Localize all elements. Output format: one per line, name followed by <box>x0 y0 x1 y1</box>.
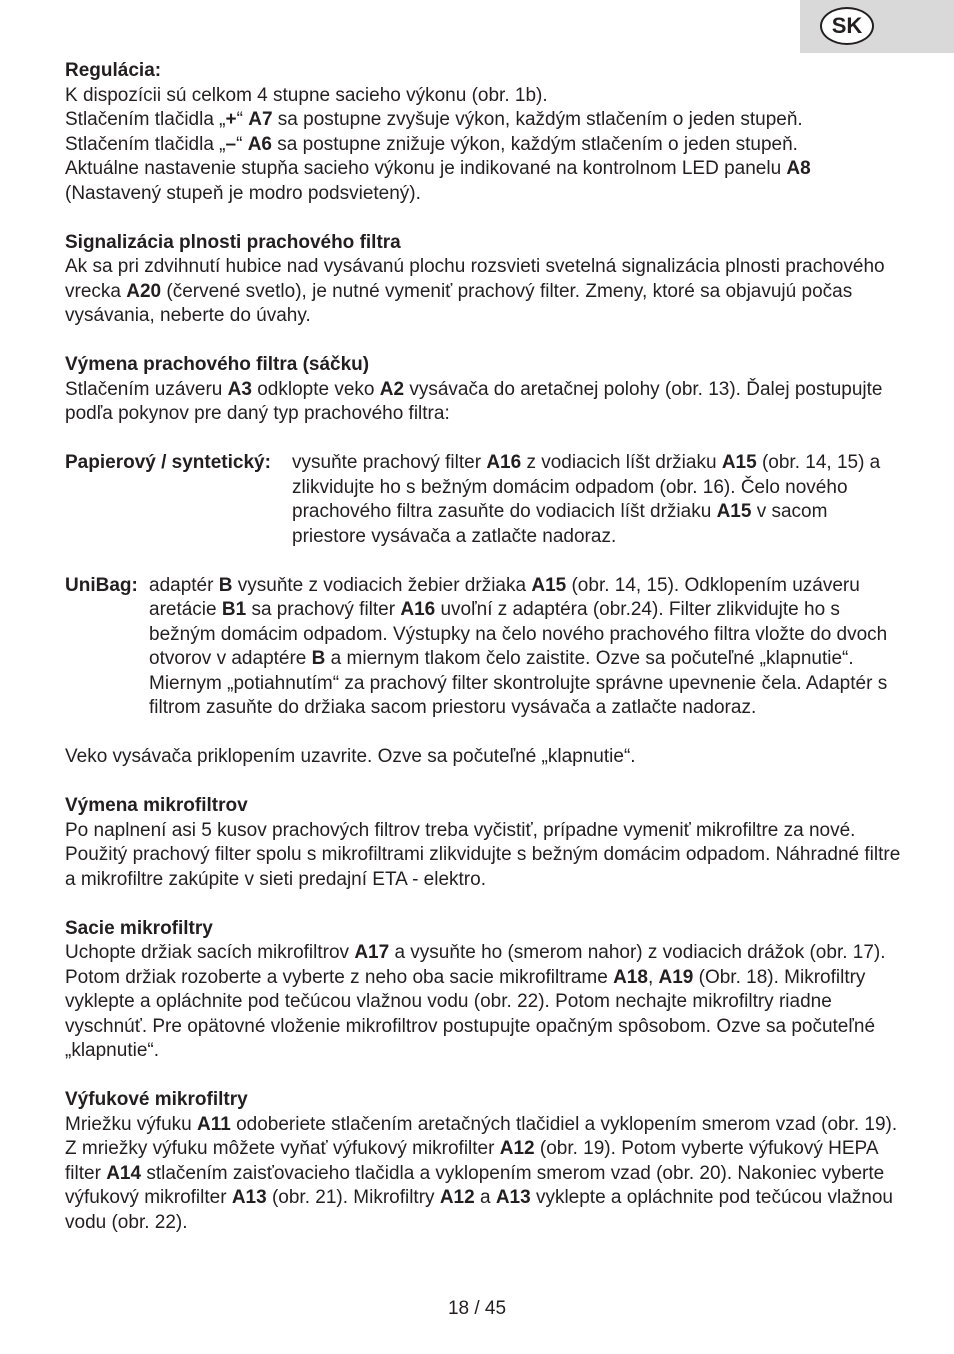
regulacia-line-5: (Nastavený stupeň je modro podsvietený). <box>65 182 421 204</box>
signalizacia-text: Ak sa pri zdvihnutí hubice nad vysávanú plochu rozsvieti svetelná signalizácia plnosti prachového vrecka A20 (červené svetlo), je nutné vymeniť prachový filter. Zmeny, ktoré sa objavujú počas vysávania, neberte do úvahy. <box>65 256 885 326</box>
regulacia-line-3: Stlačením tlačidla „–“ A6 sa postupne znižuje výkon, každým stlačením o jeden stupeň. <box>65 133 798 155</box>
heading-vyfukove: Výfukové mikrofiltry <box>65 1089 248 1110</box>
page-content <box>65 59 905 1235</box>
page-number: 18 / 45 <box>447 1298 507 1319</box>
section-regulacia <box>65 59 905 206</box>
paper-text: vysuňte prachový filter A16 z vodiacich líšt držiaku A15 (obr. 14, 15) a zlikvidujte ho s bežným domácim odpadom (obr. 16). Čelo nového prachového filtra zasuňte do vodiacich líšt držiaku A15 v sacom priestore vysávača a zatlačte nadoraz. <box>292 452 881 547</box>
heading-sacie: Sacie mikrofiltry <box>65 917 213 939</box>
unibag-label: UniBag: <box>65 574 138 596</box>
section-signalizacia <box>65 231 905 329</box>
language-code: SK <box>831 13 863 38</box>
section-vyfukove <box>65 1088 905 1235</box>
filter-type-paper <box>65 451 905 549</box>
language-badge <box>820 7 874 45</box>
veko-text: Veko vysávača priklopením uzavrite. Ozve sa počuteľné „klapnutie“. <box>65 746 636 767</box>
vymena-filtra-text: Stlačením uzáveru A3 odklopte veko A2 vysávača do aretačnej polohy (obr. 13). Ďalej postupujte podľa pokynov pre daný typ prachového filtra: <box>65 378 883 424</box>
heading-regulacia: Regulácia: <box>65 60 162 81</box>
mikrofiltre-text: Po naplnení asi 5 kusov prachových filtrov treba vyčistiť, prípadne vymeniť mikrofiltre za nové. Použitý prachový filter spolu s mikrofiltrami zlikvidujte s bežným domácim odpadom. Náhradné filtre a mikrofiltre zakúpite v sieti predajní ETA - elektro. <box>65 819 901 890</box>
vyfukove-text: Mriežku výfuku A11 odoberiete stlačením aretačných tlačidiel a vyklopením smerom vzad (obr. 19). Z mriežky výfuku môžete vyňať výfukový mikrofilter A12 (obr. 19). Potom vyberte výfukový HEPA filter A14 stlačením zaisťovacieho tlačidla a vyklopením smerom vzad (obr. 20). Nakoniec vyberte výfukový mikrofilter A13 (obr. 21). Mikrofiltry A12 a A13 vyklepte a opláchnite pod tečúcou vlažnou vodu (obr. 22). <box>65 1113 898 1233</box>
regulacia-line-2: Stlačením tlačidla „+“ A7 sa postupne zvyšuje výkon, každým stlačením o jeden stupeň. <box>65 109 803 130</box>
regulacia-line-4: Aktuálne nastavenie stupňa sacieho výkonu je indikované na kontrolnom LED panelu A8 <box>65 158 811 179</box>
sacie-text: Uchopte držiak sacích mikrofiltrov A17 a vysuňte ho (smerom nahor) z vodiacich drážok (obr. 17). Potom držiak rozoberte a vyberte z neho oba sacie mikrofiltrame A18, A19 (Obr. 18). Mikrofiltry vyklepte a opláchnite pod tečúcou vlažnou vodu (obr. 22). Potom nechajte mikrofiltry riadne vyschnúť. Pre opätovné vloženie mikrofiltrov postupujte opačným spôsobom. Ozve sa počuteľné „klapnutie“. <box>65 942 886 1061</box>
regulacia-line-1: K dispozícii sú celkom 4 stupne sacieho výkonu (obr. 1b). <box>65 84 548 106</box>
paper-label: Papierový / syntetický: <box>65 452 271 473</box>
unibag-text: adaptér B vysuňte z vodiacich žebier držiaka A15 (obr. 14, 15). Odklopením uzáveru aretácie B1 sa prachový filter A16 uvoľní z adaptéra (obr.24). Filter zlikvidujte ho s bežným domácim odpadom. Výstupky na čelo nového prachového filtra vložte do dvoch otvorov v adaptére B a miernym tlakom čelo zaistite. Ozve sa počuteľné „klapnutie“. Miernym „potiahnutím“ za prachový filter skontrolujte správne upevnenie čela. Adaptér s filtrom zasuňte do držiaka sacom priestoru vysávača a zatlačte nadoraz. <box>149 574 888 718</box>
filter-type-unibag <box>65 574 905 721</box>
heading-signalizacia: Signalizácia plnosti prachového filtra <box>65 231 401 253</box>
heading-mikrofiltre: Výmena mikrofiltrov <box>65 795 248 816</box>
section-mikrofiltre <box>65 794 905 892</box>
heading-vymena-filtra: Výmena prachového filtra (sáčku) <box>65 354 370 375</box>
section-sacie <box>65 917 905 1064</box>
section-vymena-filtra <box>65 353 905 427</box>
